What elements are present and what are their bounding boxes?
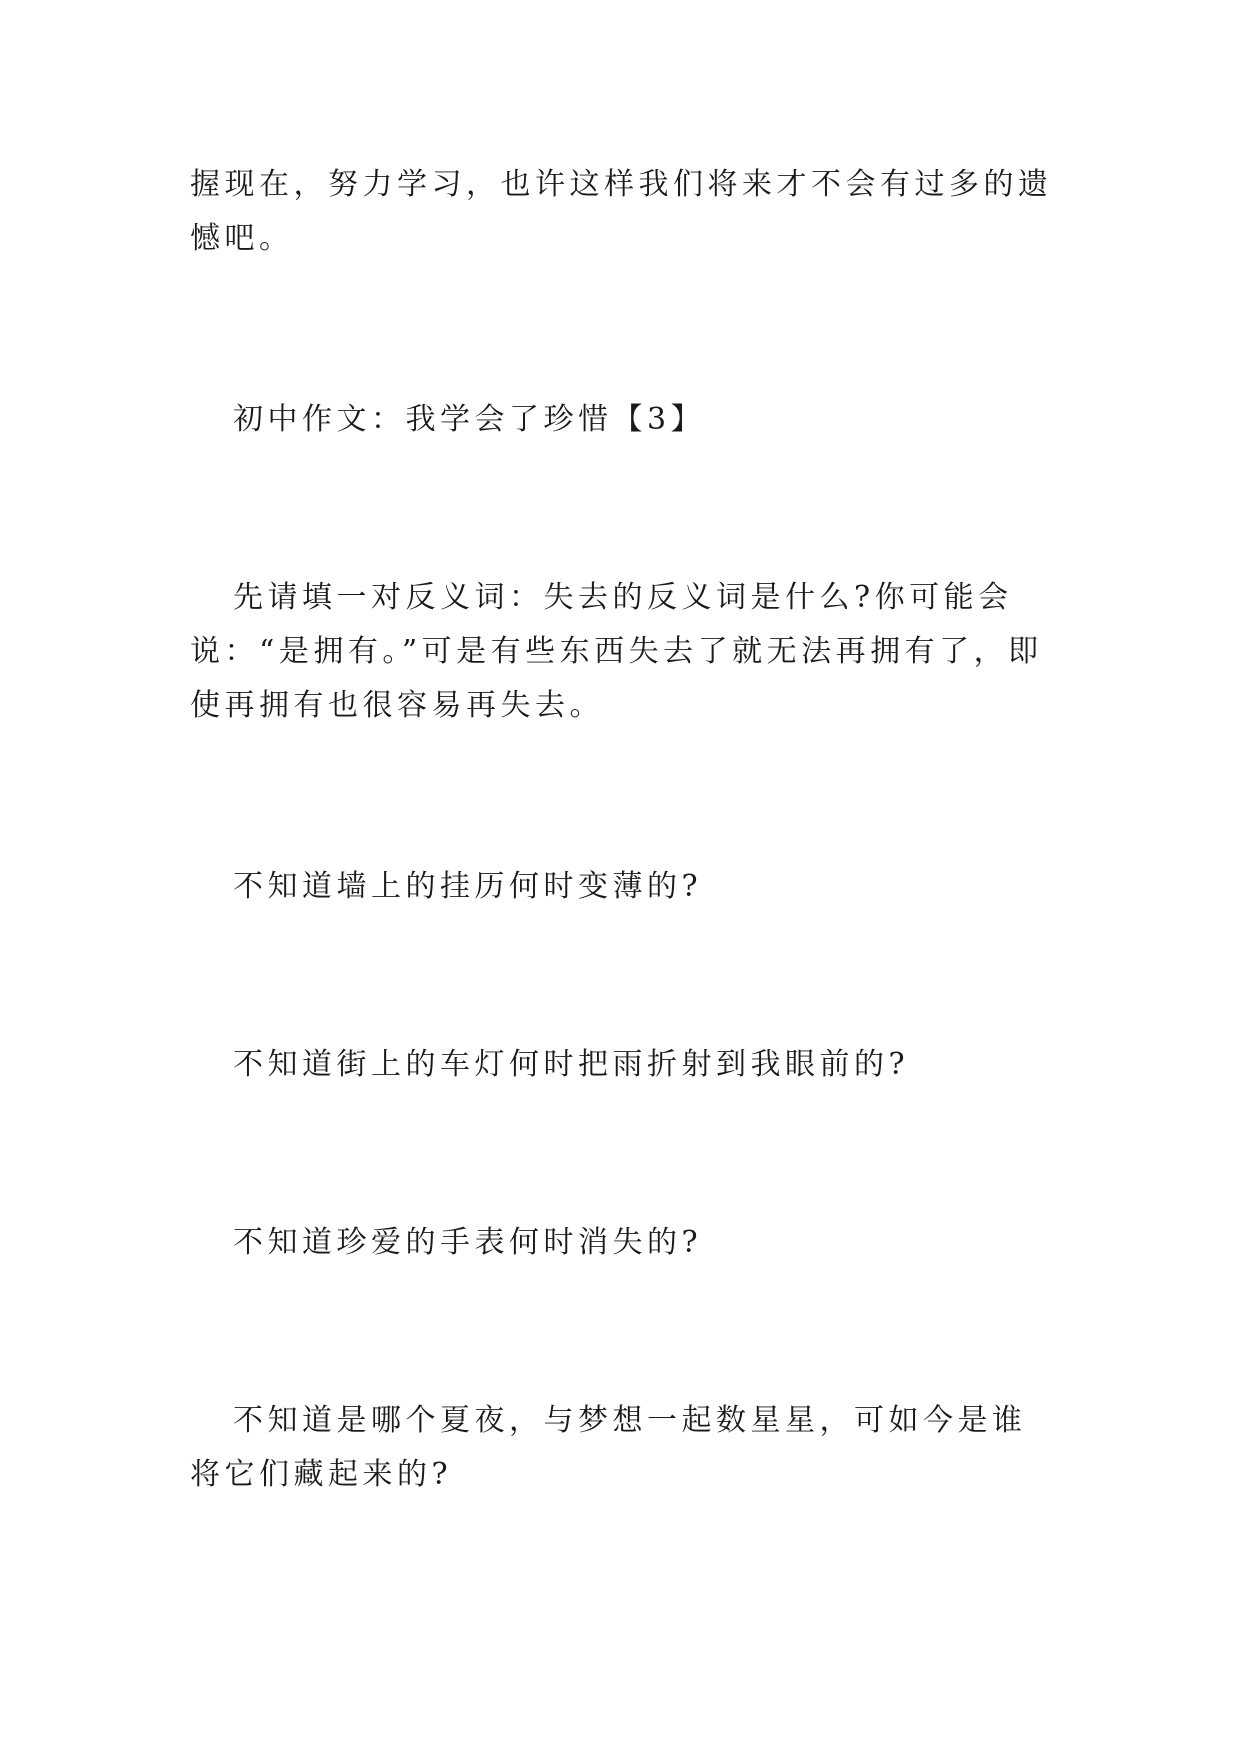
paragraph-continuation: 握现在，努力学习，也许这样我们将来才不会有过多的遗憾吧。 (190, 167, 1053, 256)
paragraph: 不知道是哪个夏夜，与梦想一起数星星，可如今是谁将它们藏起来的? (190, 1403, 1027, 1492)
paragraph: 不知道街上的车灯何时把雨折射到我眼前的? (233, 1047, 910, 1082)
paragraph: 先请填一对反义词：失去的反义词是什么?你可能会说：“是拥有。”可是有些东西失去了就无法再拥有了，即使再拥有也很容易再失去。 (190, 580, 1043, 723)
paragraph: 不知道墙上的挂历何时变薄的? (233, 869, 703, 904)
section-heading: 初中作文：我学会了珍惜【3】 (233, 402, 706, 437)
paragraph: 不知道珍爱的手表何时消失的? (233, 1225, 703, 1260)
